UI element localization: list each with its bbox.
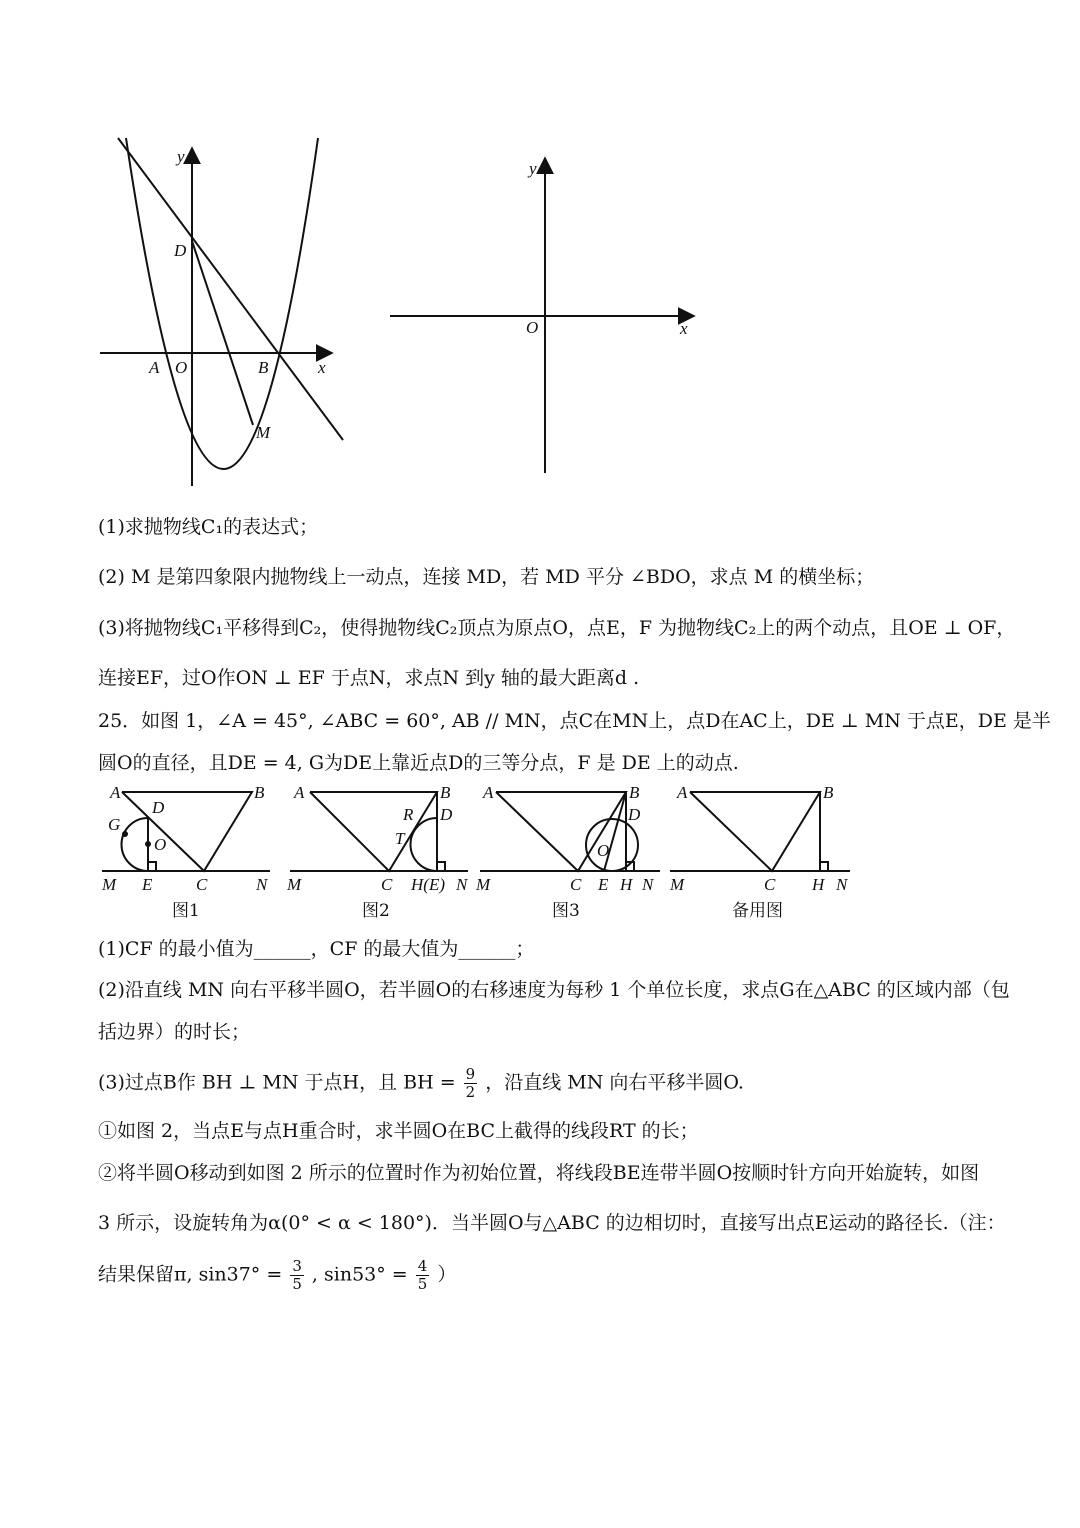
figure-3 — [475, 783, 660, 921]
fig3-C: C — [570, 875, 582, 894]
q25-case2-line2: 3 所示，设旋转角为α(0° < α < 180°)．当半圆O与△ABC 的边相切时，直接写出点E运动的路径长.（注： — [98, 1212, 1006, 1234]
label-x: x — [318, 358, 326, 377]
fig3-O: O — [597, 841, 610, 860]
q25-part3-end: ，沿直线 MN 向右平移半圆O. — [485, 1071, 744, 1094]
graph-empty-axes — [390, 158, 694, 473]
label-y: y — [177, 147, 185, 166]
fraction-9-over-2: $\frac{9}{2}$ — [465, 1065, 476, 1101]
fig2-N: N — [456, 875, 468, 894]
fig2-H: H(E) — [411, 875, 445, 894]
fig3-E: E — [598, 875, 609, 894]
fig2-B: B — [440, 783, 451, 802]
q25-stem-line1: 25．如图 1，∠A = 45°, ∠ABC = 60°, AB // MN，点C在MN上，点D在AC上，DE ⊥ MN 于点E，DE 是半 — [98, 710, 1051, 732]
fig2-T: T — [395, 829, 405, 848]
fig3-caption: 图3 — [552, 901, 580, 921]
fig1-M: M — [102, 875, 117, 894]
fig4-M: M — [670, 875, 685, 894]
fig2-R: R — [403, 805, 414, 824]
fig3-A: A — [483, 783, 494, 802]
label-M: M — [256, 423, 271, 442]
fig4-N: N — [836, 875, 848, 894]
fig4-B: B — [823, 783, 834, 802]
q24-part1: (1)求抛物线C₁的表达式； — [98, 516, 319, 538]
q25-part2-line2: 括边界）的时长； — [98, 1021, 251, 1043]
q24-part3-line1: (3)将抛物线C₁平移得到C₂，使得抛物线C₂顶点为原点O，点E，F 为抛物线C₂上的两个动点，且OE ⊥ OF， — [98, 617, 1016, 639]
fig4-caption: 备用图 — [732, 901, 783, 921]
fig1-B: B — [254, 783, 265, 802]
fig1-C: C — [196, 875, 208, 894]
fig3-N: N — [642, 875, 654, 894]
fig2-D: D — [440, 805, 453, 824]
label-B: B — [258, 358, 269, 377]
fig1-O: O — [154, 835, 167, 854]
fraction-4-over-5: $\frac{4}{5}$ — [417, 1257, 428, 1293]
label-x2: x — [680, 319, 688, 338]
fig1-A: A — [110, 783, 121, 802]
fig4-H: H — [812, 875, 825, 894]
figure-2 — [286, 783, 469, 921]
q24-part3-line2: 连接EF，过O作ON ⊥ EF 于点N，求点N 到y 轴的最大距离d . — [98, 667, 640, 689]
q25-case2-line1: ②将半圆O移动到如图 2 所示的位置时作为初始位置，将线段BE连带半圆O按顺时针方向开始旋转，如图 — [98, 1162, 980, 1184]
label-y2: y — [529, 159, 537, 178]
fraction-3-over-5: $\frac{3}{5}$ — [292, 1257, 302, 1293]
label-D: D — [174, 241, 187, 260]
fig3-D: D — [628, 805, 641, 824]
figure-1 — [101, 783, 270, 921]
fig3-M: M — [476, 875, 491, 894]
fig4-A: A — [677, 783, 688, 802]
fig2-M: M — [287, 875, 302, 894]
fig4-C: C — [764, 875, 776, 894]
fig1-D: D — [152, 798, 165, 817]
q25-part3-text: (3)过点B作 BH ⊥ MN 于点H，且 BH = — [98, 1071, 456, 1094]
fig1-N: N — [256, 875, 268, 894]
label-O: O — [175, 358, 188, 377]
q25-case2-line3: 结果保留π, sin37° = $\frac{3}{5}$ , sin53° = $\frac{4}{5}$ ） — [98, 1257, 457, 1293]
label-A: A — [149, 358, 160, 377]
q25-part2-line1: (2)沿直线 MN 向右平移半圆O，若半圆O的右移速度为每秒 1 个单位长度，求点G在△ABC 的区域内部（包 — [98, 979, 1010, 1001]
q25-part1: (1)CF 的最小值为______，CF 的最大值为______； — [98, 938, 535, 960]
fig2-A: A — [294, 783, 305, 802]
q25-case1: ①如图 2，当点E与点H重合时，求半圆O在BC上截得的线段RT 的长； — [98, 1120, 699, 1142]
graph-parabola-c1 — [100, 138, 343, 486]
line-dm — [192, 241, 253, 425]
label-O2: O — [526, 318, 539, 337]
q25-part3 — [98, 1066, 744, 1101]
fig1-caption: 图1 — [172, 901, 200, 921]
q24-part2: (2) M 是第四象限内抛物线上一动点，连接 MD，若 MD 平分 ∠BDO，求点 M 的横坐标； — [98, 566, 875, 588]
figure-backup — [669, 783, 850, 921]
fig1-G: G — [108, 815, 121, 834]
q25-stem-line2: 圆O的直径，且DE = 4, G为DE上靠近点D的三等分点，F 是 DE 上的动点. — [98, 752, 739, 774]
fig1-E: E — [142, 875, 153, 894]
fig2-C: C — [381, 875, 393, 894]
fig2-caption: 图2 — [362, 901, 390, 921]
fig3-B: B — [629, 783, 640, 802]
fig3-H: H — [620, 875, 633, 894]
